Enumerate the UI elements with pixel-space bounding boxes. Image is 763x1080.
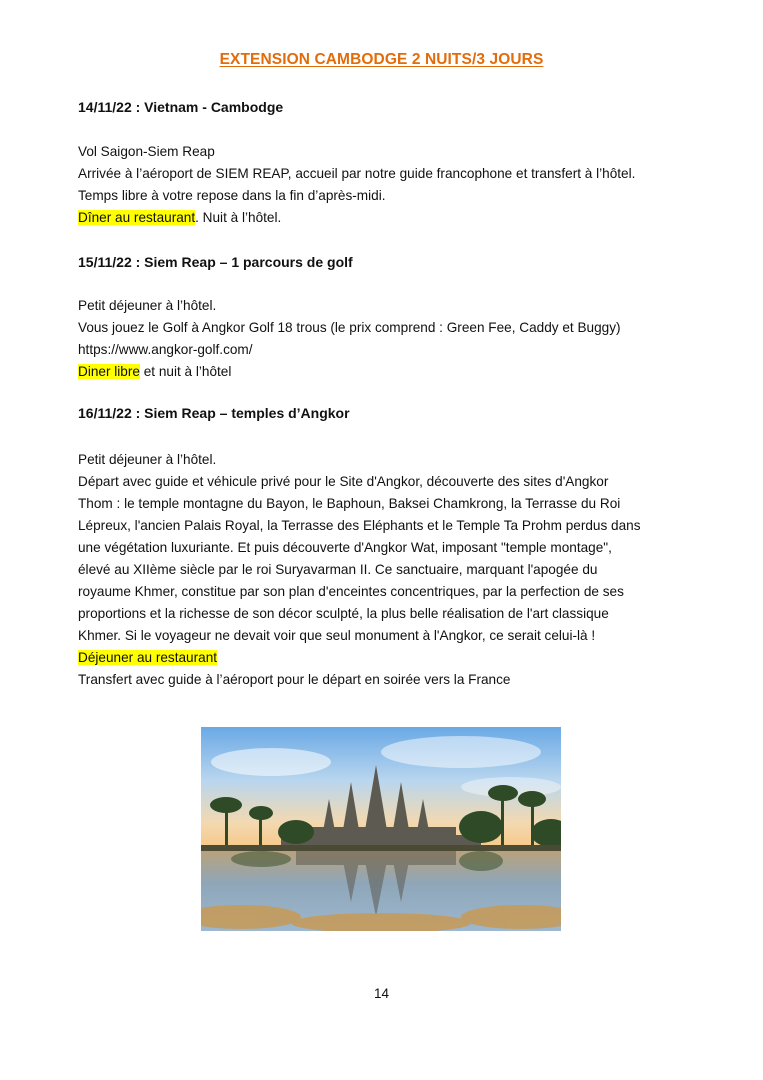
day-3-line: Départ avec guide et véhicule privé pour le Site d'Angkor, découverte des sites d'Angkor xyxy=(78,474,609,489)
day-1-line xyxy=(78,207,718,229)
day-3-line xyxy=(78,647,718,669)
day-2-line: Petit déjeuner à l’hôtel. xyxy=(78,298,217,313)
day-3-body xyxy=(78,449,718,691)
highlighted-meal: Dîner au restaurant xyxy=(78,210,196,225)
day-1-line-rest: . Nuit à l’hôtel. xyxy=(195,210,282,225)
day-3-line: élevé au XIIème siècle par le roi Suryavarman II. Ce sanctuaire, marquant l'apogée du xyxy=(78,562,598,577)
day-1-line: Vol Saigon-Siem Reap xyxy=(78,144,215,159)
day-1-line: Temps libre à votre repose dans la fin d’après-midi. xyxy=(78,188,386,203)
day-2-heading: 15/11/22 : Siem Reap – 1 parcours de golf xyxy=(78,254,353,270)
day-3-line: Lépreux, l'ancien Palais Royal, la Terrasse des Eléphants et le Temple Ta Prohm perdus dans xyxy=(78,518,641,533)
page-number: 14 xyxy=(373,986,390,1001)
day-3-line: Transfert avec guide à l’aéroport pour le départ en soirée vers la France xyxy=(78,672,511,687)
day-3-line: Petit déjeuner à l’hôtel. xyxy=(78,452,217,467)
day-3-heading: 16/11/22 : Siem Reap – temples d’Angkor xyxy=(78,405,350,421)
day-1-heading: 14/11/22 : Vietnam - Cambodge xyxy=(78,99,284,115)
day-3-line: Thom : le temple montagne du Bayon, le Baphoun, Baksei Chamkrong, la Terrasse du Roi xyxy=(78,496,621,511)
day-3-line: proportions et la richesse de son décor sculpté, la plus belle réalisation de l'art classique xyxy=(78,606,609,621)
day-2-body xyxy=(78,295,718,383)
day-2-line: Vous jouez le Golf à Angkor Golf 18 trous (le prix comprend : Green Fee, Caddy et Buggy) xyxy=(78,320,621,335)
day-3-line: une végétation luxuriante. Et puis découverte d'Angkor Wat, imposant "temple montage", xyxy=(78,540,612,555)
day-3-line: Khmer. Si le voyageur ne devait voir que seul monument à l'Angkor, ce serait celui-là ! xyxy=(78,628,596,643)
angkor-wat-photo xyxy=(201,727,561,931)
day-2-line-rest: et nuit à l’hôtel xyxy=(139,364,232,379)
day-2-line xyxy=(78,361,718,383)
highlighted-meal: Déjeuner au restaurant xyxy=(78,650,218,665)
day-1-line: Arrivée à l’aéroport de SIEM REAP, accueil par notre guide francophone et transfert à l’hôtel. xyxy=(78,166,636,181)
day-3-line: royaume Khmer, constitue par son plan d'enceintes concentriques, par la perfection de ses xyxy=(78,584,624,599)
page-title: EXTENSION CAMBODGE 2 NUITS/3 JOURS xyxy=(219,51,544,68)
day-2-link[interactable]: https://www.angkor-golf.com/ xyxy=(78,342,253,357)
day-1-body xyxy=(78,141,718,229)
highlighted-meal: Diner libre xyxy=(78,364,140,379)
